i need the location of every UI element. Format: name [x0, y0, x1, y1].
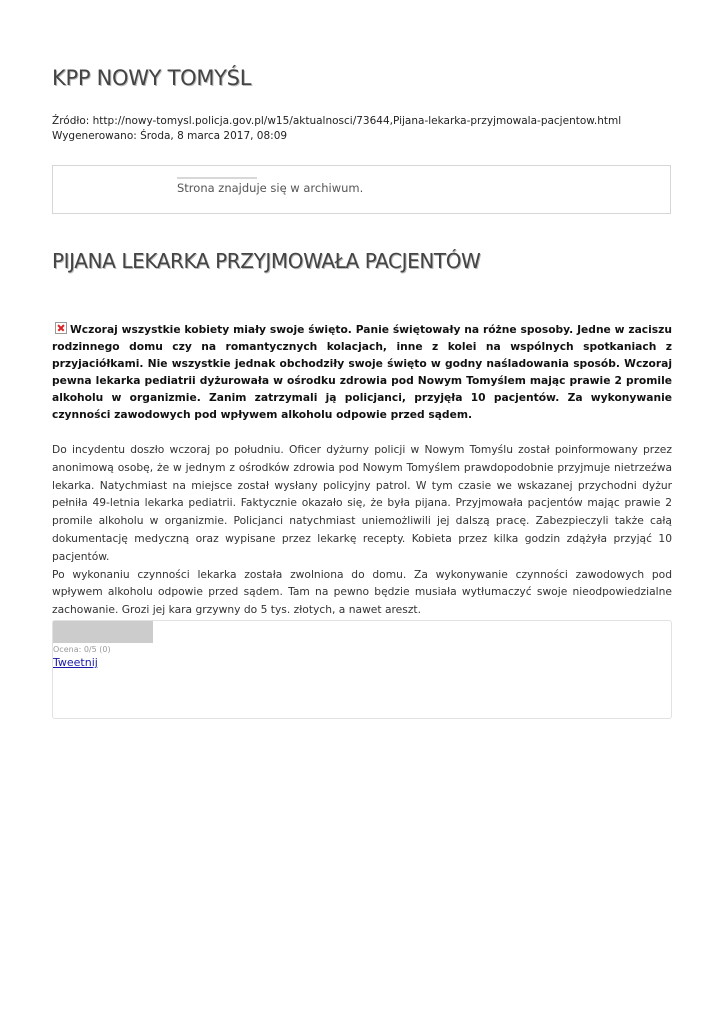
- document-meta: [52, 114, 621, 144]
- source-line: Źródło: http://nowy-tomysl.policja.gov.pl/w15/aktualnosci/73644,Pijana-lekarka-przyjmowala-pacjentow.html: [52, 115, 622, 127]
- tweet-link[interactable]: Tweetnij: [53, 656, 98, 669]
- article-body: [52, 441, 672, 619]
- archive-message: Strona znajduje się w archiwum.: [177, 181, 364, 195]
- archive-notice: [52, 165, 671, 214]
- rating-text: Ocena: 0/5 (0): [53, 645, 111, 654]
- article-paragraph-2: Po wykonaniu czynności lekarka została zwolniona do domu. Za wykonywanie czynności zawodowych pod wpływem alkoholu odpowie przed sądem. Tam na pewno będzie musiała wytłumaczyć swoje nieodpowiedzialne zachowanie. Grozi jej kara grzywny do 5 tys. złotych, a nawet areszt.: [52, 567, 672, 617]
- article-title: PIJANA LEKARKA PRZYJMOWAŁA PACJENTÓW: [52, 249, 481, 273]
- article-paragraph-1: Do incydentu doszło wczoraj po południu. Oficer dyżurny policji w Nowym Tomyślu został poinformowany przez anonimową osobę, że w jednym z ośrodków zdrowia pod Nowym Tomyślem prawdopodobnie przyjmuje nietrzeźwa lekarka. Natychmiast na miejsce został wysłany policyjny patrol. W tym czasie we wskazanej przychodni dyżur pełniła 49-letnia lekarka pediatrii. Faktycznie okazało się, że była pijana. Przyjmowała pacjentów mając prawie 2 promile alkoholu w organizmie. Policjanci natychmiast uniemożliwili jej dalszą pracę. Zabezpieczyli także całą dokumentację medyczną oraz wypisane przez lekarkę recepty. Kobieta przez kilka godzin zdążyła przyjąć 10 pacjentów.: [52, 443, 672, 563]
- archive-bar: [177, 177, 257, 179]
- broken-image-icon: [55, 322, 67, 334]
- article-lead: [52, 321, 672, 423]
- lead-text: Wczoraj wszystkie kobiety miały swoje święto. Panie świętowały na różne sposoby. Jedne w zaciszu rodzinnego domu czy na romantycznych kolacjach, inne z kolei na wspólnych spotkaniach z przyjaciółkami. Nie wszystkie jednak obchodziły swoje święto w godny naśladowania sposób. Wczoraj pewna lekarka pediatrii dyżurowała w ośrodku zdrowia pod Nowym Tomyślem mając prawie 2 promile alkoholu w organizmie. Zanim zatrzymali ją policjanci, przyjęła 10 pacjentów. Za wykonywanie czynności zawodowych pod wpływem alkoholu odpowie przed sądem.: [52, 323, 672, 421]
- rating-bar[interactable]: [53, 621, 153, 643]
- site-title: KPP NOWY TOMYŚL: [52, 66, 252, 90]
- generated-line: Wygenerowano: Środa, 8 marca 2017, 08:09: [52, 130, 288, 142]
- rating-box: [52, 620, 672, 719]
